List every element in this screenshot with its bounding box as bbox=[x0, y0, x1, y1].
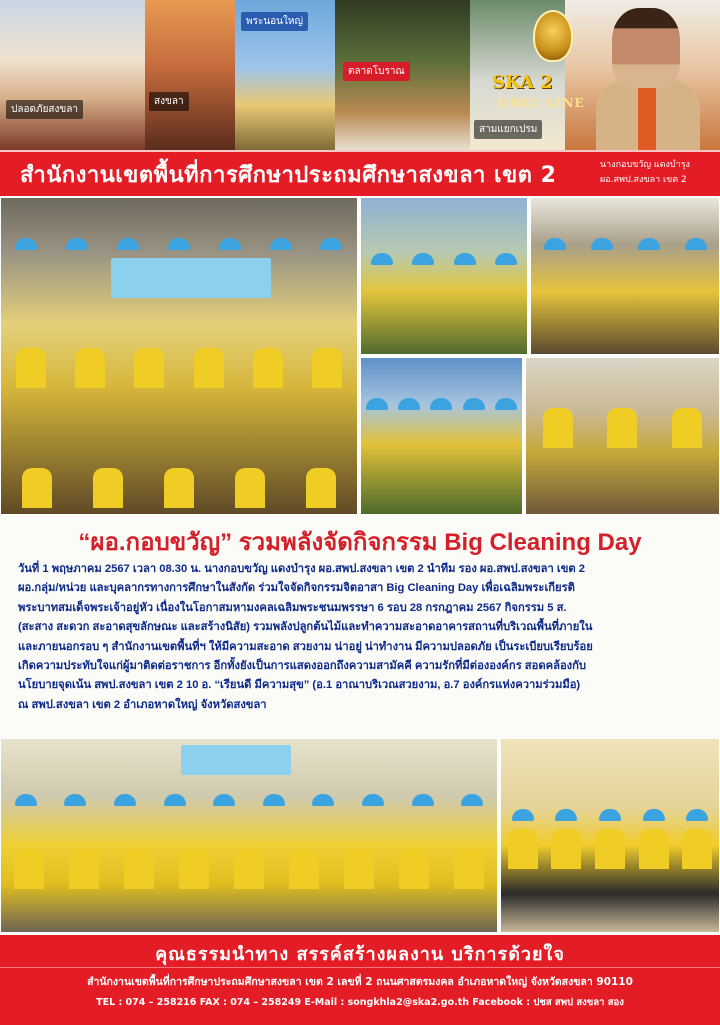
photo-flowerbed-group bbox=[360, 357, 523, 515]
director-name: นางกอบขวัญ แดงบำรุง bbox=[600, 160, 690, 170]
body-line: วันที่ 1 พฤษภาคม 2567 เวลา 08.30 น. นางกอบขวัญ แดงบำรุง ผอ.สพป.สงขลา เขต 2 นำทีม รอง ผอ.สพป.สงขลา เขต 2 bbox=[18, 563, 585, 575]
photo-group-outside-building bbox=[0, 738, 498, 933]
office-title: สำนักงานเขตพื้นที่การศึกษาประถมศึกษาสงขลา เขต 2 bbox=[20, 162, 557, 188]
director-portrait-scarf bbox=[638, 80, 656, 150]
article-body bbox=[18, 560, 708, 715]
group-row-front bbox=[1, 468, 357, 508]
banner-tag-songkhla: สงขลา bbox=[149, 92, 189, 111]
photo-staff-potted-plants bbox=[530, 197, 720, 355]
banner-tag-museum: ปลอดภัยสงขลา bbox=[6, 100, 83, 119]
banner-photo-mosque bbox=[145, 0, 235, 150]
director-portrait bbox=[612, 8, 680, 88]
ska-logo-text: SKA 2 bbox=[492, 72, 553, 93]
group-row-back bbox=[1, 238, 357, 250]
body-line: เกิดความประทับใจแก่ผู้มาติดต่อราชการ อีกทั้งยังเป็นการแสดงออกถึงความสามัคคี ความรักที่มีต่ององค์กร สอดคล้องกับ bbox=[18, 660, 587, 673]
footer-motto: คุณธรรมนำทาง สรรค์สร้างผลงาน บริการด้วยใจ bbox=[155, 944, 565, 965]
body-line: ณ สพป.สงขลา เขต 2 อำเภอหาดใหญ่ จังหวัดสงขลา bbox=[18, 698, 267, 711]
footer-divider bbox=[0, 967, 720, 968]
banner-tag-temple: พระนอนใหญ่ bbox=[241, 12, 308, 31]
banner-photo-building bbox=[0, 0, 145, 150]
body-line: พระบาทสมเด็จพระเจ้าอยู่หัว เนื่องในโอกาสมหามงคลเฉลิมพระชนมพรรษา 6 รอบ 28 กรกฎาคม 2567 กิจกรรม 5 ส. bbox=[18, 601, 567, 614]
body-line: นโยบายจุดเน้น สพป.สงขลา เขต 2 10 อ. “เรียนดี มีความสุข” (อ.1 อาณาบริเวณสวยงาม, อ.7 องค์กรแห่งความร่วมมือ) bbox=[18, 679, 581, 692]
photo-planting-garden bbox=[360, 197, 528, 355]
body-line: (สะสาง สะดวก สะอาดสุขลักษณะ และสร้างนิสัย) รวมพลังปลูกต้นไม้และทำความสะอาดอาคารสถานที่บริเวณพื้นที่ภายใน bbox=[18, 621, 593, 634]
banner-tag-market: ตลาดโบราณ bbox=[343, 62, 410, 81]
obec-line-text: OBEC LINE bbox=[498, 96, 585, 110]
body-line: ผอ.กลุ่ม/หน่วย และบุคลากรทางการศึกษาในสังกัด ร่วมใจจัดกิจกรรมจิตอาสา Big Cleaning Day เพื่อเฉลิมพระเกียรติ bbox=[18, 582, 575, 595]
footer-address: สำนักงานเขตพื้นที่การศึกษาประถมศึกษาสงขลา เขต 2 เลขที่ 2 ถนนศาสตรมงคล อำเภอหาดใหญ่ จังหวัดสงขลา 90110 bbox=[87, 976, 633, 988]
footer-bar bbox=[0, 935, 720, 1025]
photo-staff-stairs bbox=[500, 738, 720, 933]
banner-photo-temple bbox=[235, 0, 335, 150]
banner-photo-market bbox=[335, 0, 470, 150]
article-headline: “ผอ.กอบขวัญ” รวมพลังจัดกิจกรรม Big Cleaning Day bbox=[78, 529, 642, 556]
director-caption bbox=[600, 158, 690, 188]
group-photo-sign bbox=[181, 745, 291, 775]
director-position: ผอ.สพป.สงขลา เขต 2 bbox=[600, 175, 687, 185]
body-line: และภายนอกรอบ ๆ สำนักงานเขตพื้นที่ฯ ให้มีความสะอาด สวยงาม น่าอยู่ น่าทำงาน มีความปลอดภัย เป็นระเบียบเรียบร้อย bbox=[18, 640, 593, 653]
footer-contact: TEL : 074 – 258216 FAX : 074 – 258249 E-Mail : songkhla2@ska2.go.th Facebook : ปชส สพป สงขลา สอง bbox=[96, 997, 624, 1008]
office-title-bar bbox=[0, 150, 720, 196]
activity-sign bbox=[111, 258, 271, 298]
photo-cleaning-walkway bbox=[525, 357, 720, 515]
obec-emblem-icon bbox=[533, 10, 573, 62]
banner-tag-school: สามแยกเปรม bbox=[474, 120, 542, 139]
photo-group-with-plants bbox=[0, 197, 358, 515]
group-row-middle bbox=[1, 348, 357, 388]
